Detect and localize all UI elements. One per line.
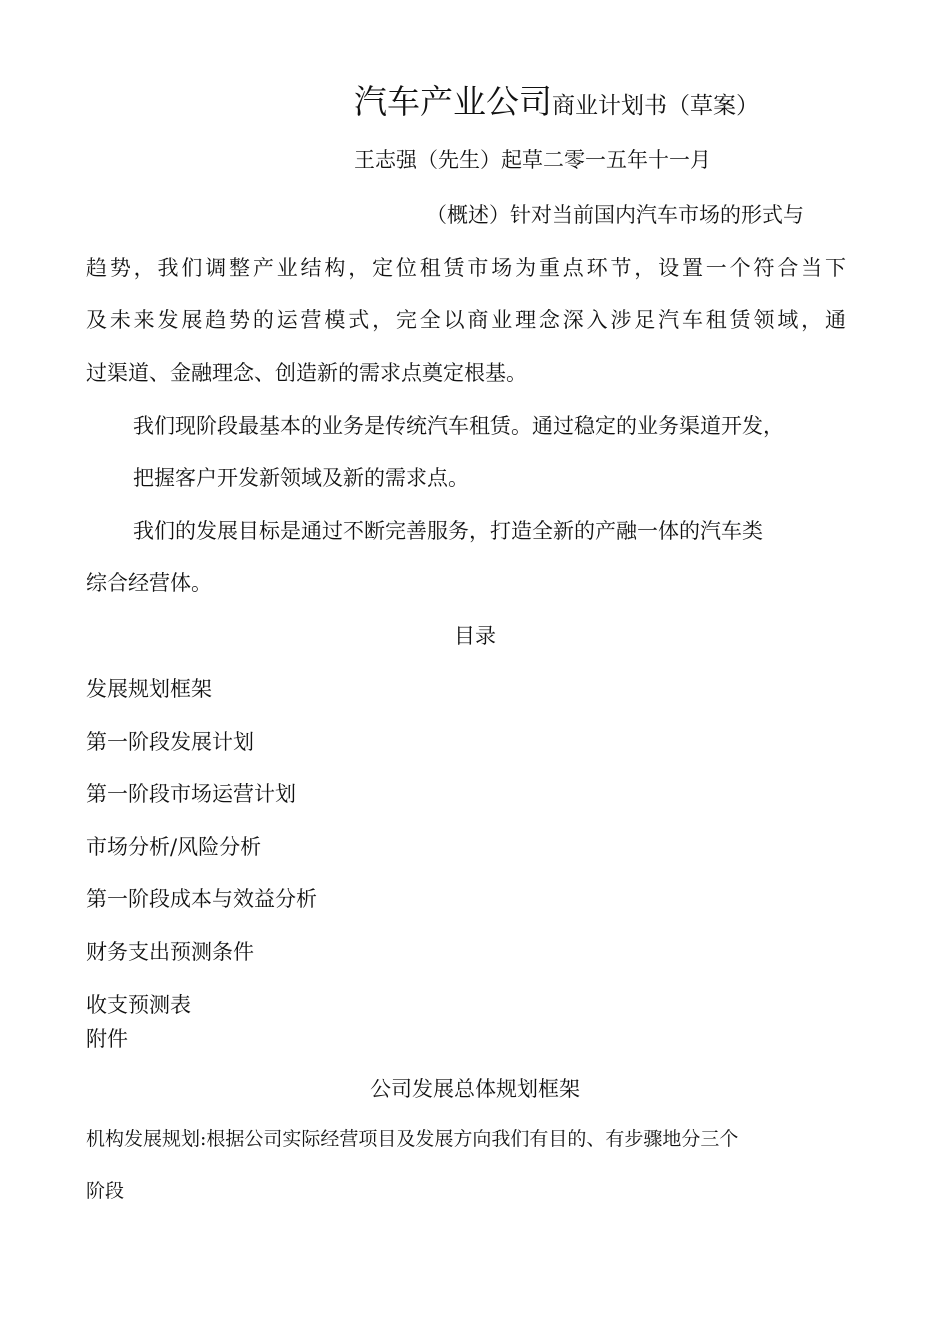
toc-item: 财务支出预测条件: [86, 940, 254, 964]
toc-title: 目录: [454, 624, 496, 648]
title-rest: 商业计划书（草案）: [552, 93, 759, 119]
paragraph3-line-2: 综合经营体。: [86, 571, 212, 595]
paragraph2-line-1: 我们现阶段最基本的业务是传统汽车租赁。通过稳定的业务渠道开发，: [133, 414, 784, 438]
overview-line-4: 过渠道、金融理念、创造新的需求点奠定根基。: [86, 361, 527, 385]
toc-item: 附件: [86, 1027, 128, 1051]
paragraph2-line-2: 把握客户开发新领域及新的需求点。: [133, 466, 469, 490]
document-title: [354, 76, 759, 123]
overview-line-3: 及未来发展趋势的运营模式，完全以商业理念深入涉足汽车租赁领域，通: [86, 308, 846, 332]
paragraph3-line-1: 我们的发展目标是通过不断完善服务，打造全新的产融一体的汽车类: [133, 519, 763, 543]
section-line-2: 阶段: [86, 1180, 125, 1202]
toc-item: 发展规划框架: [86, 677, 212, 701]
toc-item: 第一阶段发展计划: [86, 730, 254, 754]
toc-item: 收支预测表: [86, 993, 191, 1017]
title-main: 汽车产业公司: [354, 82, 552, 121]
section-line-1: 机构发展规划:根据公司实际经营项目及发展方向我们有目的、有步骤地分三个: [86, 1128, 739, 1150]
overview-line-2: 趋势，我们调整产业结构，定位租赁市场为重点环节，设置一个符合当下: [86, 256, 846, 280]
toc-item: 市场分析/风险分析: [86, 835, 262, 859]
author-line: 王志强（先生）起草二零一五年十一月: [354, 148, 711, 172]
toc-item: 第一阶段市场运营计划: [86, 782, 296, 806]
toc-item: 第一阶段成本与效益分析: [86, 887, 317, 911]
section-title: 公司发展总体规划框架: [370, 1077, 580, 1101]
overview-line-1: （概述）针对当前国内汽车市场的形式与: [426, 203, 804, 227]
